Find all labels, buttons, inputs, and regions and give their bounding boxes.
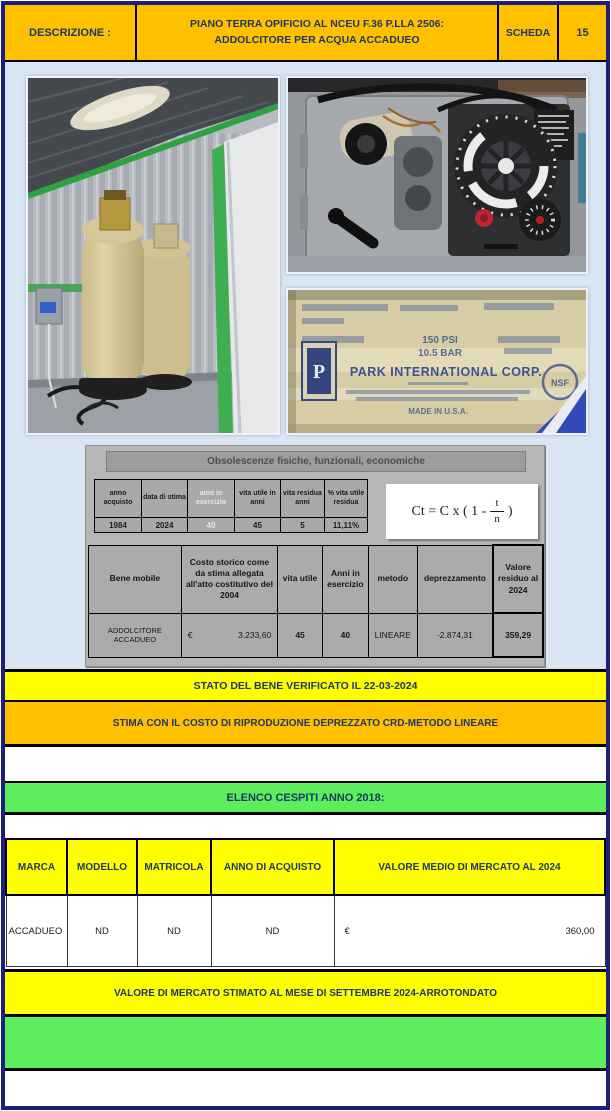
params-value-data-stima: 2024 xyxy=(142,518,188,533)
banner-elenco-cespiti: ELENCO CESPITI ANNO 2018: xyxy=(5,781,606,815)
header-row xyxy=(5,5,606,62)
market-header-valore: VALORE MEDIO DI MERCATO AL 2024 xyxy=(334,839,605,895)
params-header-row xyxy=(95,480,368,518)
label-madein-text: MADE IN U.S.A. xyxy=(408,407,468,416)
formula-numerator: t xyxy=(495,497,499,509)
formula-prefix: Ct = C x ( 1 - xyxy=(411,503,487,519)
description-title-line2: ADDOLCITORE PER ACQUA ACCADUEO xyxy=(214,33,420,46)
params-value-row xyxy=(95,518,368,533)
market-header-marca: MARCA xyxy=(6,839,67,895)
page-content xyxy=(5,5,606,1106)
description-title xyxy=(135,5,497,60)
calc-metodo: LINEARE xyxy=(368,613,417,657)
market-marca: ACCADUEO xyxy=(6,895,67,967)
calc-vita-utile: 45 xyxy=(278,613,323,657)
obsolescence-title: Obsolescenze fisiche, funzionali, economiche xyxy=(106,451,526,472)
market-data-row xyxy=(6,895,605,967)
calc-header-metodo: metodo xyxy=(368,545,417,613)
photo-label-plate xyxy=(286,288,588,435)
photo-control-unit xyxy=(286,76,588,274)
market-value-table xyxy=(5,838,606,967)
label-brand-text: PARK INTERNATIONAL CORP. xyxy=(349,365,543,379)
formula-denominator: n xyxy=(490,511,504,525)
params-value-anno-acquisto: 1984 xyxy=(95,518,142,533)
market-header-matricola: MATRICOLA xyxy=(137,839,211,895)
params-value-vita-utile: 45 xyxy=(235,518,281,533)
calc-header-vita-utile: vita utile xyxy=(278,545,323,613)
market-valore-cell xyxy=(334,895,605,967)
obsolescence-params-table xyxy=(94,479,368,533)
calc-header-bene: Bene mobile xyxy=(89,545,182,613)
calc-header-anni: Anni in esercizio xyxy=(322,545,368,613)
label-bar-text: 10.5 BAR xyxy=(418,348,462,359)
control-unit-illustration xyxy=(288,78,586,272)
params-header-pct-residua: % vita utile residua xyxy=(325,480,368,518)
calc-costo-value: 3.233,60 xyxy=(238,630,272,640)
descrizione-label: DESCRIZIONE : xyxy=(29,26,111,39)
params-header-anno-acquisto: anno acquisto xyxy=(95,480,142,518)
label-p-logo: P xyxy=(312,361,326,383)
calc-header-deprezzamento: deprezzamento xyxy=(417,545,493,613)
calc-valore-residuo: 359,29 xyxy=(493,613,543,657)
market-header-anno: ANNO DI ACQUISTO xyxy=(211,839,334,895)
calc-bene-mobile: ADDOLCITORE ACCADUEO xyxy=(89,613,182,657)
params-value-vita-residua: 5 xyxy=(281,518,325,533)
market-modello: ND xyxy=(67,895,137,967)
calc-header-row xyxy=(89,545,544,613)
market-header-row xyxy=(6,839,605,895)
banner-green-empty xyxy=(5,1017,606,1071)
market-valore: 360,00 xyxy=(565,925,595,937)
label-psi-text: 150 PSI xyxy=(422,335,458,346)
label-plate-illustration xyxy=(288,290,586,433)
description-title-line1: PIANO TERRA OPIFICIO AL NCEU F.36 P.LLA 2506: xyxy=(190,18,444,31)
shed-tanks-illustration xyxy=(28,78,278,433)
photo-shed-tanks xyxy=(26,76,280,435)
scheda-label: SCHEDA xyxy=(497,5,557,60)
calc-costo-storico xyxy=(181,613,277,657)
formula-fraction xyxy=(490,498,504,525)
label-nsf-logo: NSF xyxy=(551,378,569,388)
calc-header-valore-residuo: Valore residuo al 2024 xyxy=(493,545,543,613)
params-header-anni-esercizio: anni in esercizio xyxy=(188,480,235,518)
depreciation-formula xyxy=(386,484,538,539)
params-header-data-stima: data di stima xyxy=(142,480,188,518)
params-value-pct-residua: 11,11% xyxy=(325,518,368,533)
calc-header-costo: Costo storico come da stima allegata all'atto costitutivo del 2004 xyxy=(181,545,277,613)
params-header-vita-residua: vita residua anni xyxy=(281,480,325,518)
scheda-number: 15 xyxy=(557,5,606,60)
calc-data-row xyxy=(89,613,544,657)
calc-anni-esercizio: 40 xyxy=(322,613,368,657)
banner-stato-bene: STATO DEL BENE VERIFICATO IL 22-03-2024 xyxy=(5,669,606,702)
formula-suffix: ) xyxy=(507,503,513,519)
banner-stima-crd: STIMA CON IL COSTO DI RIPRODUZIONE DEPREZZATO CRD-METODO LINEARE xyxy=(5,702,606,747)
obsolescence-panel xyxy=(85,445,545,667)
params-value-anni-esercizio: 40 xyxy=(188,518,235,533)
market-header-modello: MODELLO xyxy=(67,839,137,895)
market-matricola: ND xyxy=(137,895,211,967)
calc-currency: € xyxy=(187,630,193,640)
calc-deprezzamento: -2.874,31 xyxy=(417,613,493,657)
obsolescence-calc-table xyxy=(88,544,544,658)
banner-valore-mercato: VALORE DI MERCATO STIMATO AL MESE DI SETTEMBRE 2024-ARROTONDATO xyxy=(5,969,606,1017)
market-currency: € xyxy=(344,925,350,937)
market-anno: ND xyxy=(211,895,334,967)
params-header-vita-utile: vita utile in anni xyxy=(235,480,281,518)
